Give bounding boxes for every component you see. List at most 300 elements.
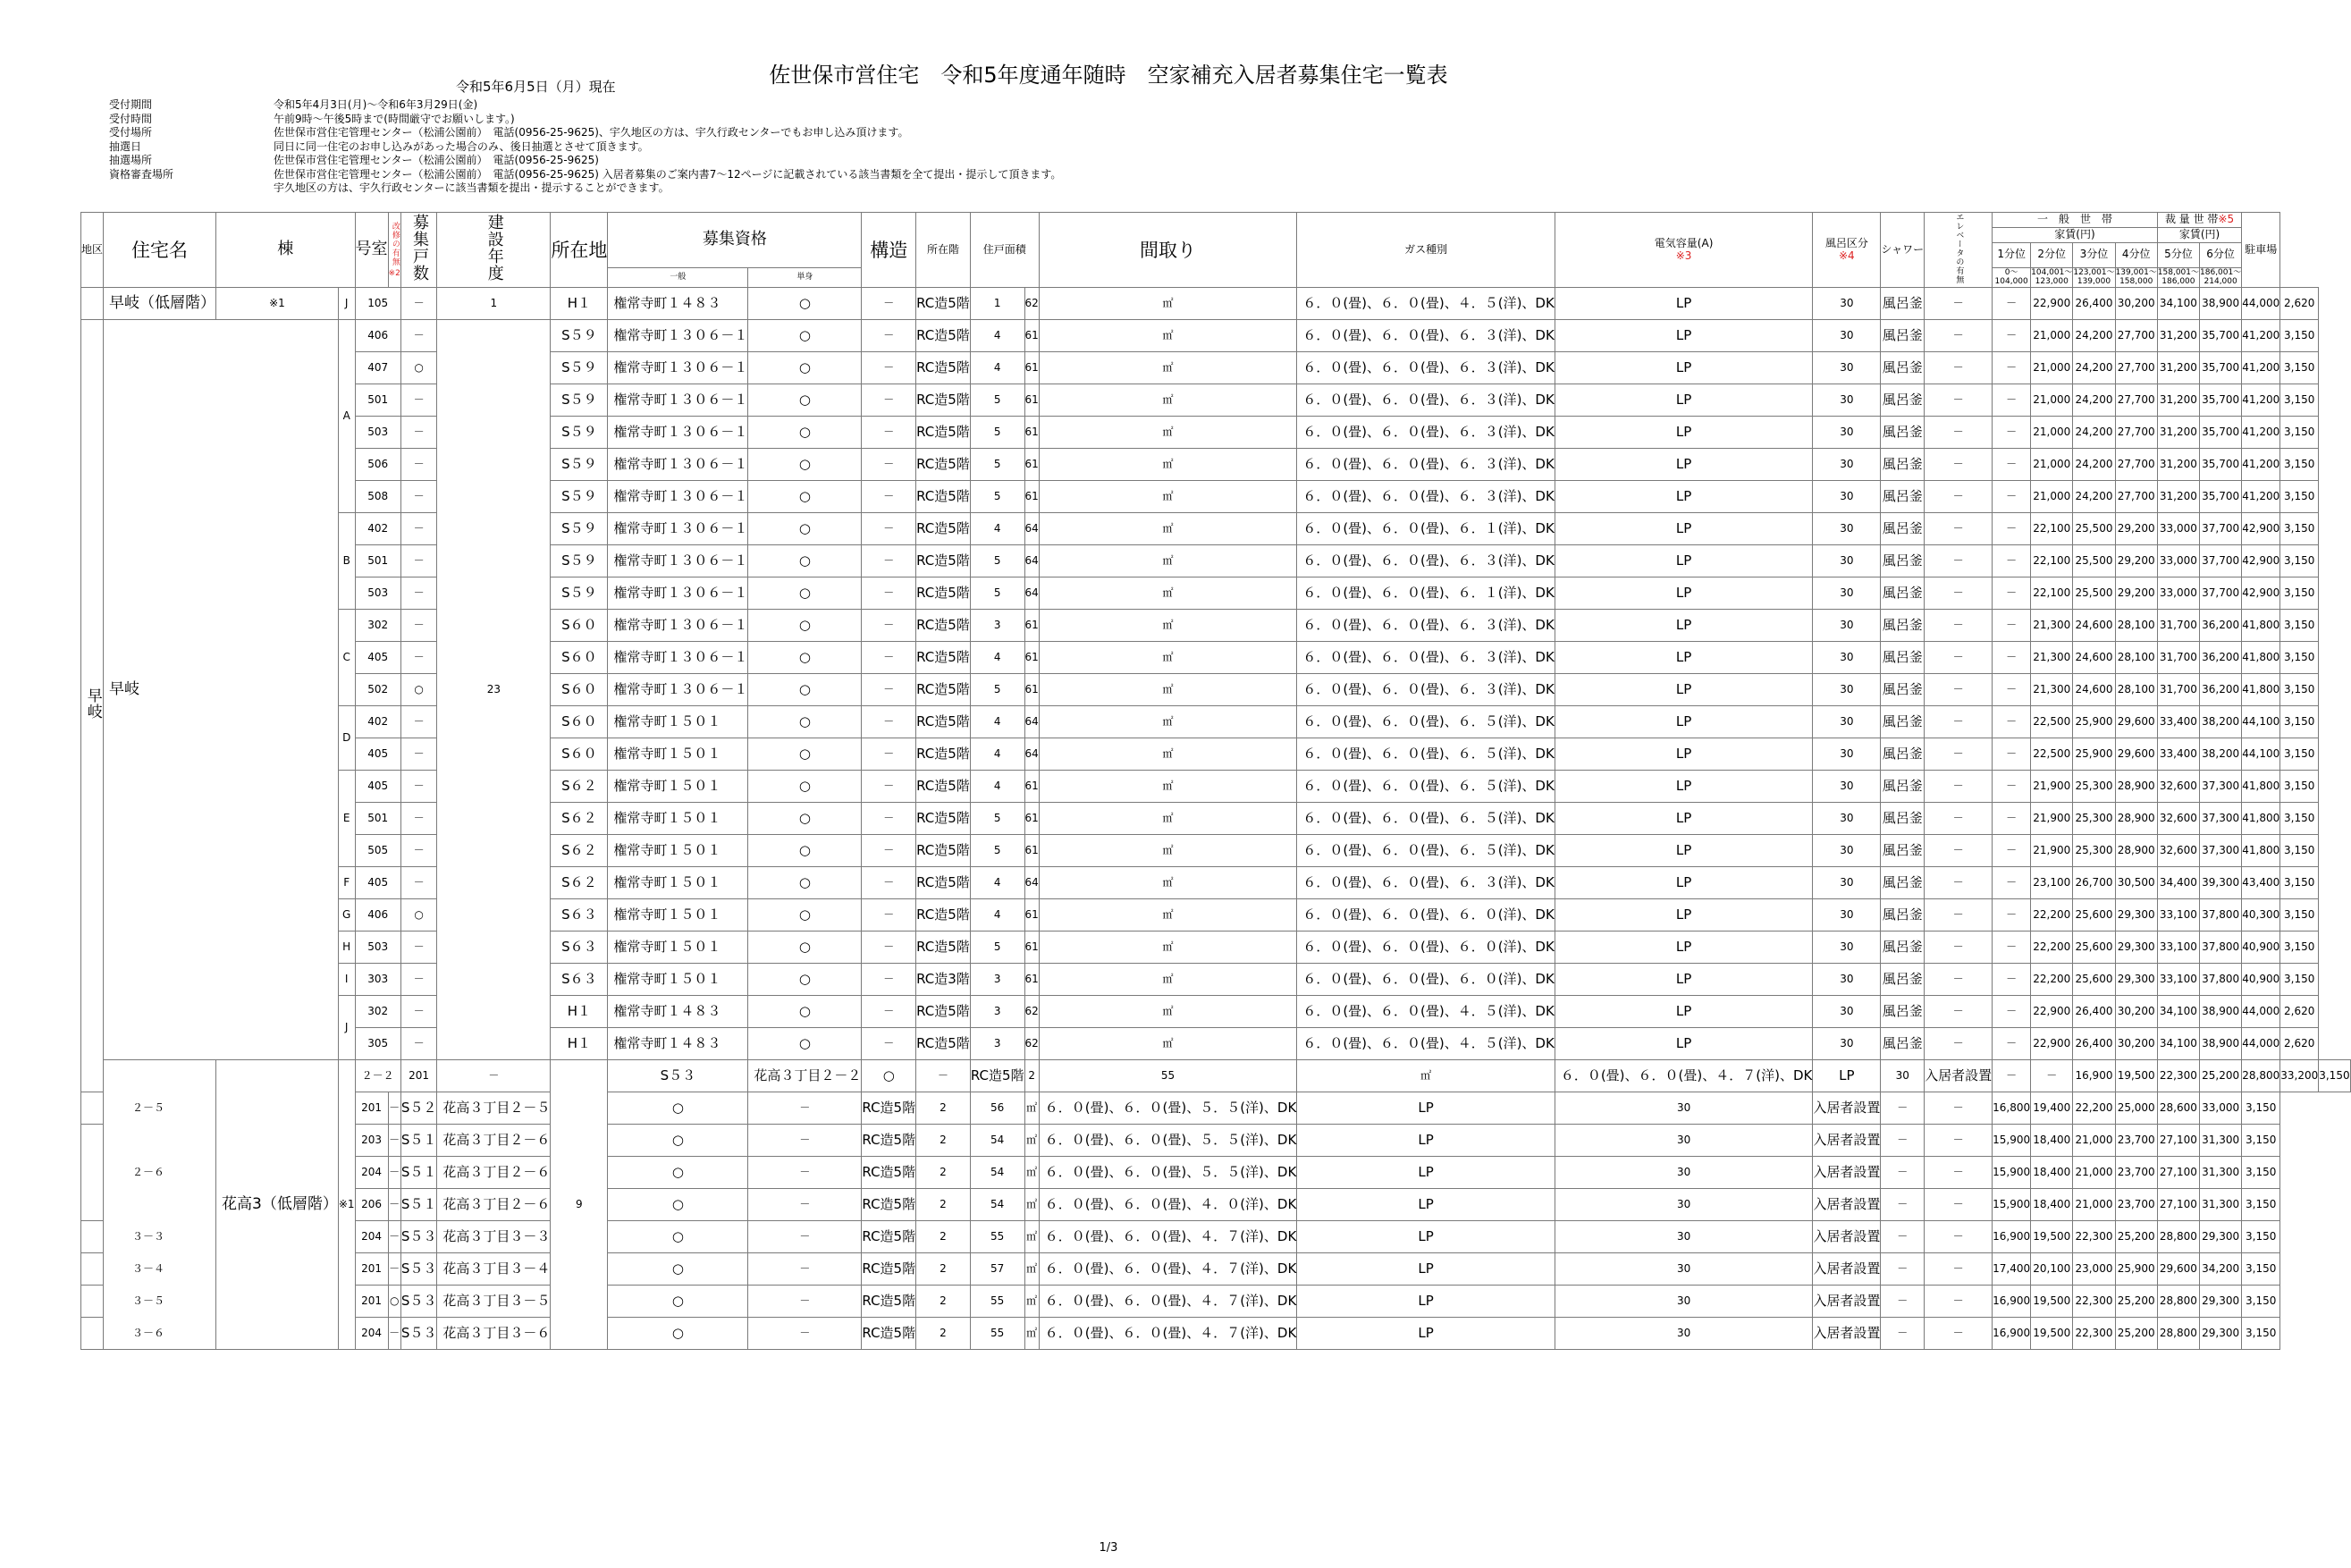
renovation-flag: － <box>400 771 437 803</box>
rent-bun-6: 41,200 <box>2242 384 2280 417</box>
rent-bun-5: 29,600 <box>2157 1253 2199 1286</box>
floor: 5 <box>970 545 1024 577</box>
rent-bun-4: 31,200 <box>2157 449 2199 481</box>
gas-type: LP <box>1297 1253 1555 1286</box>
header-gas: ガス種別 <box>1297 213 1555 288</box>
header-bun-range-6: 186,001～ 214,000 <box>2200 267 2242 288</box>
rent-bun-6: 41,200 <box>2242 417 2280 449</box>
page-title: 佐世保市営住宅 令和5年度通年随時 空家補充入居者募集住宅一覧表 <box>769 63 1448 88</box>
rent-bun-2: 24,600 <box>2073 674 2115 706</box>
rent-bun-1: 21,900 <box>2031 771 2073 803</box>
parking-fee: 3,150 <box>2242 1286 2280 1318</box>
rent-bun-5: 27,100 <box>2157 1157 2199 1189</box>
rent-bun-6: 44,000 <box>2242 288 2280 320</box>
group-note-hanataka: ※1 <box>338 1060 355 1350</box>
elevator: － <box>1993 867 2031 899</box>
header-denki: 電気容量(A) ※3 <box>1555 213 1813 288</box>
rent-bun-3: 30,200 <box>2115 1028 2157 1060</box>
rent-bun-3: 29,200 <box>2115 513 2157 545</box>
parking-fee: 3,150 <box>2280 610 2319 642</box>
elevator: － <box>1993 1028 2031 1060</box>
electric-capacity: 30 <box>1813 964 1881 996</box>
bath-type: 風呂釜 <box>1881 1028 1925 1060</box>
info-value: 佐世保市営住宅管理センター（松浦公園前） 電話(0956-25-9625)、宇久地区の方は、宇久行政センターでもお申し込み頂けます。 <box>274 126 909 139</box>
rent-bun-2: 24,200 <box>2073 352 2115 384</box>
area-unit: ㎡ <box>1039 706 1297 738</box>
rent-bun-1: 16,900 <box>2073 1060 2115 1092</box>
room-number: 203 <box>355 1125 388 1157</box>
gas-type: LP <box>1555 835 1813 867</box>
build-year: S５３ <box>400 1318 437 1350</box>
address: 花高３丁目２－６ <box>437 1125 551 1157</box>
gas-type: LP <box>1555 771 1813 803</box>
info-value: 同日に同一住宅のお申し込みがあった場合のみ、後日抽選とさせて頂きます。 <box>274 139 649 153</box>
rent-bun-3: 28,100 <box>2115 610 2157 642</box>
address: 権常寺町１３０６－１ <box>608 513 748 545</box>
parking-fee: 3,150 <box>2280 771 2319 803</box>
structure: RC造5階 <box>916 449 971 481</box>
header-boshu-kosu: 募集戸数 <box>400 213 437 288</box>
header-kensetsu: 建設年度 <box>437 213 551 288</box>
electric-capacity: 30 <box>1813 771 1881 803</box>
header-goshitsu: 号室 <box>355 213 388 288</box>
address: 花高３丁目３－４ <box>437 1253 551 1286</box>
structure: RC造5階 <box>862 1286 916 1318</box>
building-to: I <box>338 964 355 996</box>
structure: RC造5階 <box>916 996 971 1028</box>
area-m2: 55 <box>1039 1060 1297 1092</box>
renovation-flag: ○ <box>400 352 437 384</box>
info-block <box>109 98 1061 196</box>
area-m2: 61 <box>1024 384 1039 417</box>
area-unit: ㎡ <box>1039 417 1297 449</box>
header-bun-2: 2分位 <box>2031 243 2073 268</box>
floor: 2 <box>916 1286 971 1318</box>
rent-bun-4: 33,100 <box>2157 964 2199 996</box>
rent-bun-3: 27,700 <box>2115 384 2157 417</box>
renovation-flag: － <box>400 545 437 577</box>
bath-type: 入居者設置 <box>1925 1060 1993 1092</box>
build-year: S６０ <box>551 738 608 771</box>
structure: RC造5階 <box>916 1028 971 1060</box>
parking-fee: 3,150 <box>2280 642 2319 674</box>
structure: RC造5階 <box>916 932 971 964</box>
shower: － <box>1881 1253 1925 1286</box>
header-shikaku: 募集資格 <box>608 213 862 268</box>
floor: 3 <box>970 996 1024 1028</box>
room-number: 201 <box>400 1060 437 1092</box>
layout: ６．０(畳)、６．０(畳)、４．０(洋)、DK <box>1039 1189 1297 1221</box>
eligible-single: － <box>748 1221 862 1253</box>
rent-bun-5: 27,100 <box>2157 1189 2199 1221</box>
table-row <box>81 384 2351 417</box>
gas-type: LP <box>1555 352 1813 384</box>
rent-bun-1: 21,000 <box>2031 449 2073 481</box>
layout: ６．０(畳)、６．０(畳)、６．３(洋)、DK <box>1297 610 1555 642</box>
header-to: 棟 <box>216 213 356 288</box>
rent-bun-1: 22,500 <box>2031 706 2073 738</box>
address: 権常寺町１５０１ <box>608 835 748 867</box>
building-to: ３－４ <box>81 1253 216 1286</box>
elevator: － <box>1925 1253 1993 1286</box>
building-to: F <box>338 867 355 899</box>
page-number: 1/3 <box>1099 1541 1118 1555</box>
rent-bun-3: 29,600 <box>2115 738 2157 771</box>
area-unit: ㎡ <box>1039 577 1297 610</box>
eligible-general: ○ <box>748 835 862 867</box>
shower: － <box>1925 803 1993 835</box>
build-year: S５１ <box>400 1125 437 1157</box>
parking-fee: 3,150 <box>2280 577 2319 610</box>
eligible-general: ○ <box>748 545 862 577</box>
room-number: 302 <box>355 610 400 642</box>
electric-capacity: 30 <box>1881 1060 1925 1092</box>
rent-bun-1: 22,100 <box>2031 577 2073 610</box>
rent-bun-2: 18,400 <box>2031 1157 2073 1189</box>
rent-bun-2: 24,600 <box>2073 610 2115 642</box>
rent-bun-2: 25,300 <box>2073 835 2115 867</box>
layout: ６．０(畳)、６．０(畳)、４．５(洋)、DK <box>1297 288 1555 320</box>
address: 権常寺町１３０６－１ <box>608 674 748 706</box>
layout: ６．０(畳)、６．０(畳)、４．７(洋)、DK <box>1039 1221 1297 1253</box>
renovation-flag: － <box>400 577 437 610</box>
layout: ６．０(畳)、６．０(畳)、６．５(洋)、DK <box>1297 771 1555 803</box>
gas-type: LP <box>1297 1221 1555 1253</box>
info-label: 抽選場所 <box>109 154 153 166</box>
gas-type: LP <box>1555 964 1813 996</box>
build-year: S６３ <box>551 932 608 964</box>
area-unit: ㎡ <box>1039 481 1297 513</box>
room-number: 505 <box>355 835 400 867</box>
rent-bun-2: 25,600 <box>2073 932 2115 964</box>
bath-type: 風呂釜 <box>1881 803 1925 835</box>
rent-bun-4: 31,200 <box>2157 320 2199 352</box>
building-to: E <box>338 771 355 867</box>
rent-bun-3: 29,300 <box>2115 964 2157 996</box>
gas-type: LP <box>1555 288 1813 320</box>
parking-fee: 3,150 <box>2280 417 2319 449</box>
rent-bun-6: 34,200 <box>2200 1253 2242 1286</box>
floor: 2 <box>916 1253 971 1286</box>
rent-bun-5: 28,800 <box>2242 1060 2280 1092</box>
build-year: H１ <box>551 288 608 320</box>
build-year: H１ <box>551 996 608 1028</box>
table-row <box>81 932 2351 964</box>
renovation-flag: － <box>400 706 437 738</box>
elevator: － <box>1993 449 2031 481</box>
build-year: S５９ <box>551 352 608 384</box>
rent-bun-2: 24,600 <box>2073 642 2115 674</box>
structure: RC造5階 <box>916 288 971 320</box>
electric-capacity: 30 <box>1555 1157 1813 1189</box>
area-m2: 64 <box>1024 513 1039 545</box>
shower: － <box>1925 642 1993 674</box>
floor: 4 <box>970 867 1024 899</box>
layout: ６．０(畳)、６．０(畳)、６．０(洋)、DK <box>1297 964 1555 996</box>
structure: RC造5階 <box>916 835 971 867</box>
rent-bun-6: 44,000 <box>2242 996 2280 1028</box>
address: 権常寺町１５０１ <box>608 706 748 738</box>
address: 権常寺町１３０６－１ <box>608 610 748 642</box>
shower: － <box>1925 545 1993 577</box>
structure: RC造5階 <box>862 1125 916 1157</box>
rent-bun-5: 35,700 <box>2200 449 2242 481</box>
parking-fee: 3,150 <box>2242 1253 2280 1286</box>
rent-bun-1: 21,300 <box>2031 610 2073 642</box>
build-year: S５９ <box>551 449 608 481</box>
structure: RC造5階 <box>862 1189 916 1221</box>
rent-bun-1: 16,900 <box>1993 1286 2031 1318</box>
room-number: 405 <box>355 771 400 803</box>
bath-type: 風呂釜 <box>1881 996 1925 1028</box>
electric-capacity: 30 <box>1813 1028 1881 1060</box>
rent-bun-4: 32,600 <box>2157 771 2199 803</box>
bath-type: 風呂釜 <box>1881 964 1925 996</box>
layout: ６．０(畳)、６．０(畳)、６．３(洋)、DK <box>1297 545 1555 577</box>
rent-bun-5: 36,200 <box>2200 642 2242 674</box>
room-number: 407 <box>355 352 400 384</box>
eligible-general: ○ <box>608 1157 748 1189</box>
floor: 2 <box>916 1125 971 1157</box>
elevator: － <box>1993 417 2031 449</box>
rent-bun-6: 33,200 <box>2280 1060 2319 1092</box>
layout: ６．０(畳)、６．０(畳)、４．７(洋)、DK <box>1039 1318 1297 1350</box>
build-year: S５９ <box>551 320 608 352</box>
eligible-single: － <box>862 642 916 674</box>
layout: ６．０(畳)、６．０(畳)、６．３(洋)、DK <box>1297 642 1555 674</box>
gas-type: LP <box>1555 417 1813 449</box>
renovation-flag: － <box>388 1318 400 1350</box>
bath-type: 風呂釜 <box>1881 384 1925 417</box>
rent-bun-3: 27,700 <box>2115 481 2157 513</box>
bath-type: 風呂釜 <box>1881 610 1925 642</box>
rent-bun-2: 25,600 <box>2073 964 2115 996</box>
area-unit: ㎡ <box>1039 738 1297 771</box>
parking-fee: 3,150 <box>2242 1125 2280 1157</box>
table-row <box>81 899 2351 932</box>
boshu-count-hanataka: 9 <box>551 1060 608 1350</box>
address: 花高３丁目３－３ <box>437 1221 551 1253</box>
shower: － <box>1925 513 1993 545</box>
renovation-flag: － <box>400 996 437 1028</box>
header-shozaichi: 所在地 <box>551 213 608 288</box>
electric-capacity: 30 <box>1555 1125 1813 1157</box>
gas-type: LP <box>1555 932 1813 964</box>
rent-bun-4: 31,700 <box>2157 610 2199 642</box>
layout: ６．０(畳)、６．０(畳)、６．３(洋)、DK <box>1297 352 1555 384</box>
electric-capacity: 30 <box>1813 674 1881 706</box>
rent-bun-6: 42,900 <box>2242 545 2280 577</box>
build-year: S６０ <box>551 674 608 706</box>
eligible-single: － <box>862 545 916 577</box>
area-unit: ㎡ <box>1039 352 1297 384</box>
building-to: B <box>338 513 355 610</box>
shower: － <box>1881 1318 1925 1350</box>
floor: 2 <box>916 1157 971 1189</box>
rent-bun-5: 37,300 <box>2200 803 2242 835</box>
rent-bun-2: 18,400 <box>2031 1189 2073 1221</box>
room-number: 506 <box>355 449 400 481</box>
electric-capacity: 30 <box>1813 320 1881 352</box>
rent-bun-2: 20,100 <box>2031 1253 2073 1286</box>
area-m2: 62 <box>1024 996 1039 1028</box>
area-unit: ㎡ <box>1024 1221 1039 1253</box>
table-row <box>81 288 2351 320</box>
parking-fee: 3,150 <box>2280 899 2319 932</box>
build-year: S５１ <box>400 1157 437 1189</box>
area-unit: ㎡ <box>1039 513 1297 545</box>
elevator: － <box>1993 513 2031 545</box>
structure: RC造5階 <box>916 610 971 642</box>
parking-fee: 3,150 <box>2280 481 2319 513</box>
table-row <box>81 1221 2351 1253</box>
room-number: 501 <box>355 803 400 835</box>
gas-type: LP <box>1555 706 1813 738</box>
rent-bun-4: 25,200 <box>2115 1286 2157 1318</box>
electric-capacity: 30 <box>1555 1221 1813 1253</box>
floor: 5 <box>970 803 1024 835</box>
elevator: － <box>1925 1221 1993 1253</box>
rent-bun-3: 28,900 <box>2115 835 2157 867</box>
bath-type: 入居者設置 <box>1813 1318 1881 1350</box>
gas-type: LP <box>1555 545 1813 577</box>
bath-type: 風呂釜 <box>1881 352 1925 384</box>
floor: 2 <box>916 1318 971 1350</box>
room-number: 302 <box>355 996 400 1028</box>
rent-bun-1: 22,200 <box>2031 964 2073 996</box>
room-number: 503 <box>355 577 400 610</box>
info-row <box>109 181 1061 196</box>
build-year: H１ <box>551 1028 608 1060</box>
rent-bun-6: 29,300 <box>2200 1221 2242 1253</box>
address: 花高３丁目２－６ <box>437 1189 551 1221</box>
renovation-flag: － <box>400 1028 437 1060</box>
layout: ６．０(畳)、６．０(畳)、６．３(洋)、DK <box>1297 481 1555 513</box>
bath-type: 風呂釜 <box>1881 867 1925 899</box>
address: 権常寺町１４８３ <box>608 996 748 1028</box>
parking-fee: 3,150 <box>2280 320 2319 352</box>
layout: ６．０(畳)、６．０(畳)、６．１(洋)、DK <box>1297 513 1555 545</box>
bath-type: 風呂釜 <box>1881 288 1925 320</box>
shower: － <box>1925 481 1993 513</box>
floor: 5 <box>970 932 1024 964</box>
bath-type: 風呂釜 <box>1881 642 1925 674</box>
header-kaishu: 改修の有無 ※2 <box>388 213 400 288</box>
table-row <box>81 964 2351 996</box>
area-unit: ㎡ <box>1039 835 1297 867</box>
shower: － <box>1925 384 1993 417</box>
shower: － <box>1881 1221 1925 1253</box>
rent-bun-5: 36,200 <box>2200 674 2242 706</box>
rent-bun-1: 22,900 <box>2031 288 2073 320</box>
gas-type: LP <box>1555 1028 1813 1060</box>
rent-bun-2: 26,700 <box>2073 867 2115 899</box>
rent-bun-3: 30,500 <box>2115 867 2157 899</box>
structure: RC造5階 <box>916 867 971 899</box>
bath-type: 風呂釜 <box>1881 771 1925 803</box>
eligible-single: － <box>862 320 916 352</box>
area-m2: 55 <box>970 1221 1024 1253</box>
eligible-general: ○ <box>748 899 862 932</box>
electric-capacity: 30 <box>1813 738 1881 771</box>
building-to: ２－５ <box>81 1092 216 1125</box>
build-year: S５９ <box>551 513 608 545</box>
renovation-flag: － <box>400 642 437 674</box>
eligible-general: ○ <box>748 417 862 449</box>
electric-capacity: 30 <box>1813 996 1881 1028</box>
renovation-flag: － <box>400 320 437 352</box>
structure: RC造5階 <box>862 1221 916 1253</box>
rent-bun-6: 41,200 <box>2242 320 2280 352</box>
bath-type: 風呂釜 <box>1881 513 1925 545</box>
address: 花高３丁目２－２ <box>748 1060 862 1092</box>
area-m2: 54 <box>970 1189 1024 1221</box>
rent-bun-6: 41,800 <box>2242 642 2280 674</box>
rent-bun-3: 22,200 <box>2073 1092 2115 1125</box>
parking-fee: 3,150 <box>2242 1157 2280 1189</box>
header-bun-range-3: 123,001～ 139,000 <box>2073 267 2115 288</box>
renovation-flag: － <box>400 738 437 771</box>
rent-bun-5: 28,800 <box>2157 1221 2199 1253</box>
header-chiku: 地区 <box>81 213 104 288</box>
info-row <box>109 140 1061 155</box>
rent-bun-5: 37,700 <box>2200 513 2242 545</box>
area-m2: 64 <box>1024 577 1039 610</box>
rent-bun-1: 21,300 <box>2031 642 2073 674</box>
electric-capacity: 30 <box>1813 835 1881 867</box>
eligible-general: ○ <box>748 384 862 417</box>
area-m2: 61 <box>1024 449 1039 481</box>
structure: RC造5階 <box>916 577 971 610</box>
rent-bun-2: 24,200 <box>2073 449 2115 481</box>
address: 花高３丁目３－６ <box>437 1318 551 1350</box>
build-year: S５３ <box>400 1221 437 1253</box>
eligible-single: － <box>862 481 916 513</box>
rent-bun-3: 30,200 <box>2115 288 2157 320</box>
rent-bun-3: 22,300 <box>2073 1221 2115 1253</box>
area-m2: 61 <box>1024 417 1039 449</box>
eligible-general: ○ <box>748 674 862 706</box>
rent-bun-5: 38,900 <box>2200 996 2242 1028</box>
floor: 4 <box>970 513 1024 545</box>
room-number: 405 <box>355 867 400 899</box>
parking-fee: 2,620 <box>2280 1028 2319 1060</box>
table-row <box>81 996 2351 1028</box>
build-year: S５３ <box>608 1060 748 1092</box>
rent-bun-5: 35,700 <box>2200 320 2242 352</box>
eligible-general: ○ <box>748 932 862 964</box>
rent-bun-4: 33,400 <box>2157 738 2199 771</box>
elevator: － <box>2031 1060 2073 1092</box>
eligible-single: － <box>748 1157 862 1189</box>
electric-capacity: 30 <box>1813 481 1881 513</box>
info-label: 抽選日 <box>109 139 142 153</box>
electric-capacity: 30 <box>1813 513 1881 545</box>
housing-name: 早岐（低層階） <box>104 288 216 320</box>
header-kai: 所在階 <box>916 213 971 288</box>
eligible-single: － <box>748 1253 862 1286</box>
rent-bun-1: 22,100 <box>2031 513 2073 545</box>
renovation-flag: － <box>388 1253 400 1286</box>
table-row <box>81 1125 2351 1157</box>
address: 権常寺町１３０６－１ <box>608 417 748 449</box>
address: 権常寺町１５０１ <box>608 867 748 899</box>
elevator: － <box>1993 932 2031 964</box>
rent-bun-6: 41,800 <box>2242 803 2280 835</box>
area-cell-blank <box>81 288 104 320</box>
layout: ６．０(畳)、６．０(畳)、６．５(洋)、DK <box>1297 706 1555 738</box>
rent-bun-3: 21,000 <box>2073 1189 2115 1221</box>
